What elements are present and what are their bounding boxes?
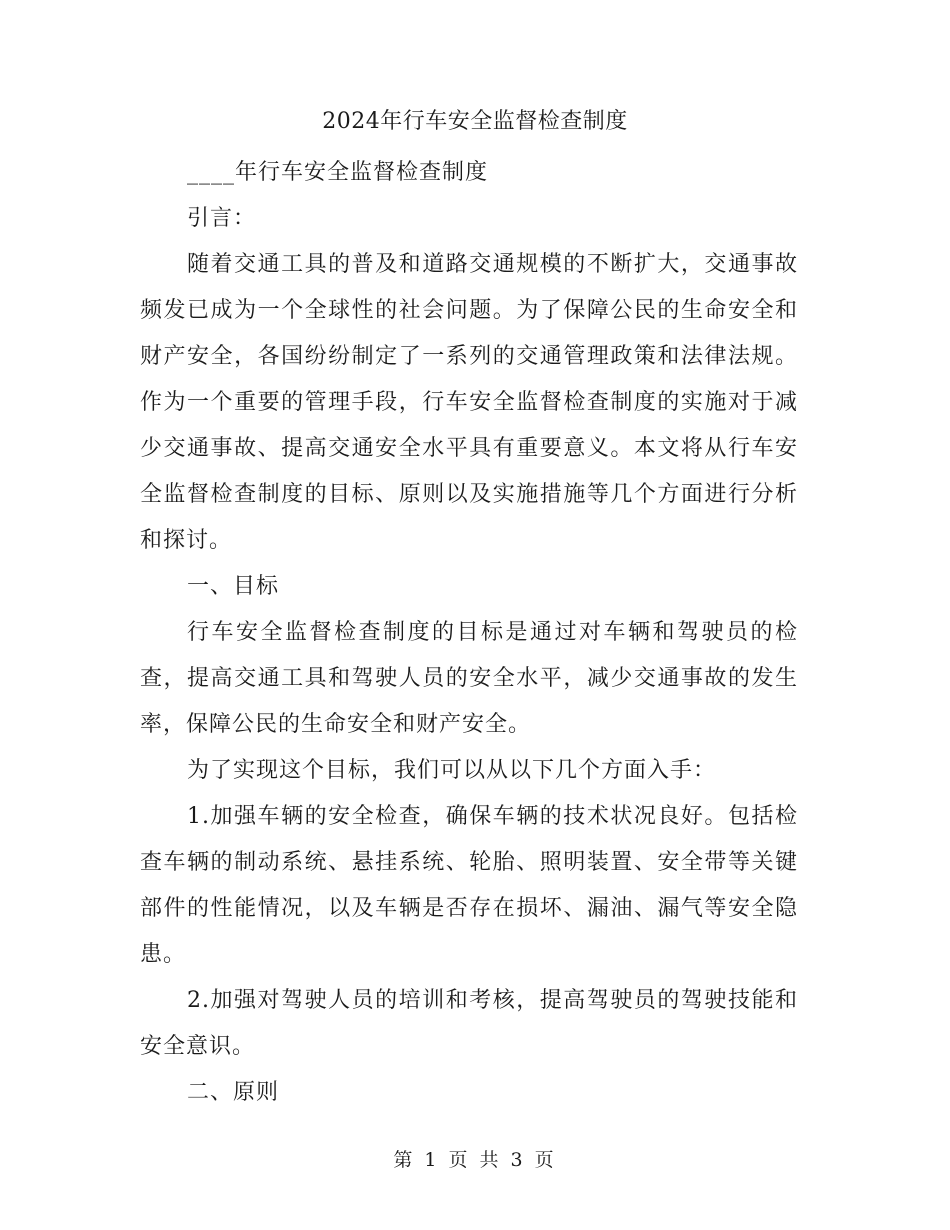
section-heading-goal: 一、目标 xyxy=(187,574,280,599)
subtitle-paragraph: ____年行车安全监督检查制度 xyxy=(187,160,489,185)
approach-paragraph: 为了实现这个目标，我们可以从以下几个方面入手： xyxy=(187,758,717,783)
intro-heading: 引言： xyxy=(187,206,257,231)
list-item-1: 1.加强车辆的安全检查，确保车辆的技术状况良好。包括检查车辆的制动系统、悬挂系统、轮胎、照明装置、安全带等关键部件的性能情况，以及车辆是否存在损坏、漏油、漏气等安全隐患。 xyxy=(140,804,798,967)
page-footer: 第 1 页 共 3 页 xyxy=(393,1149,557,1171)
goal-paragraph: 行车安全监督检查制度的目标是通过对车辆和驾驶员的检查，提高交通工具和驾驶人员的安全水平，减少交通事故的发生率，保障公民的生命安全和财产安全。 xyxy=(140,620,798,737)
list-item-2: 2.加强对驾驶人员的培训和考核，提高驾驶员的驾驶技能和安全意识。 xyxy=(140,988,798,1059)
document-body xyxy=(140,150,798,1116)
document-title: 2024年行车安全监督检查制度 xyxy=(322,109,628,134)
intro-paragraph: 随着交通工具的普及和道路交通规模的不断扩大，交通事故频发已成为一个全球性的社会问题。为了保障公民的生命安全和财产安全，各国纷纷制定了一系列的交通管理政策和法律法规。作为一个重要的管理手段，行车安全监督检查制度的实施对于减少交通事故、提高交通安全水平具有重要意义。本文将从行车安全监督检查制度的目标、原则以及实施措施等几个方面进行分析和探讨。 xyxy=(140,252,798,553)
section-heading-principle: 二、原则 xyxy=(187,1080,280,1105)
